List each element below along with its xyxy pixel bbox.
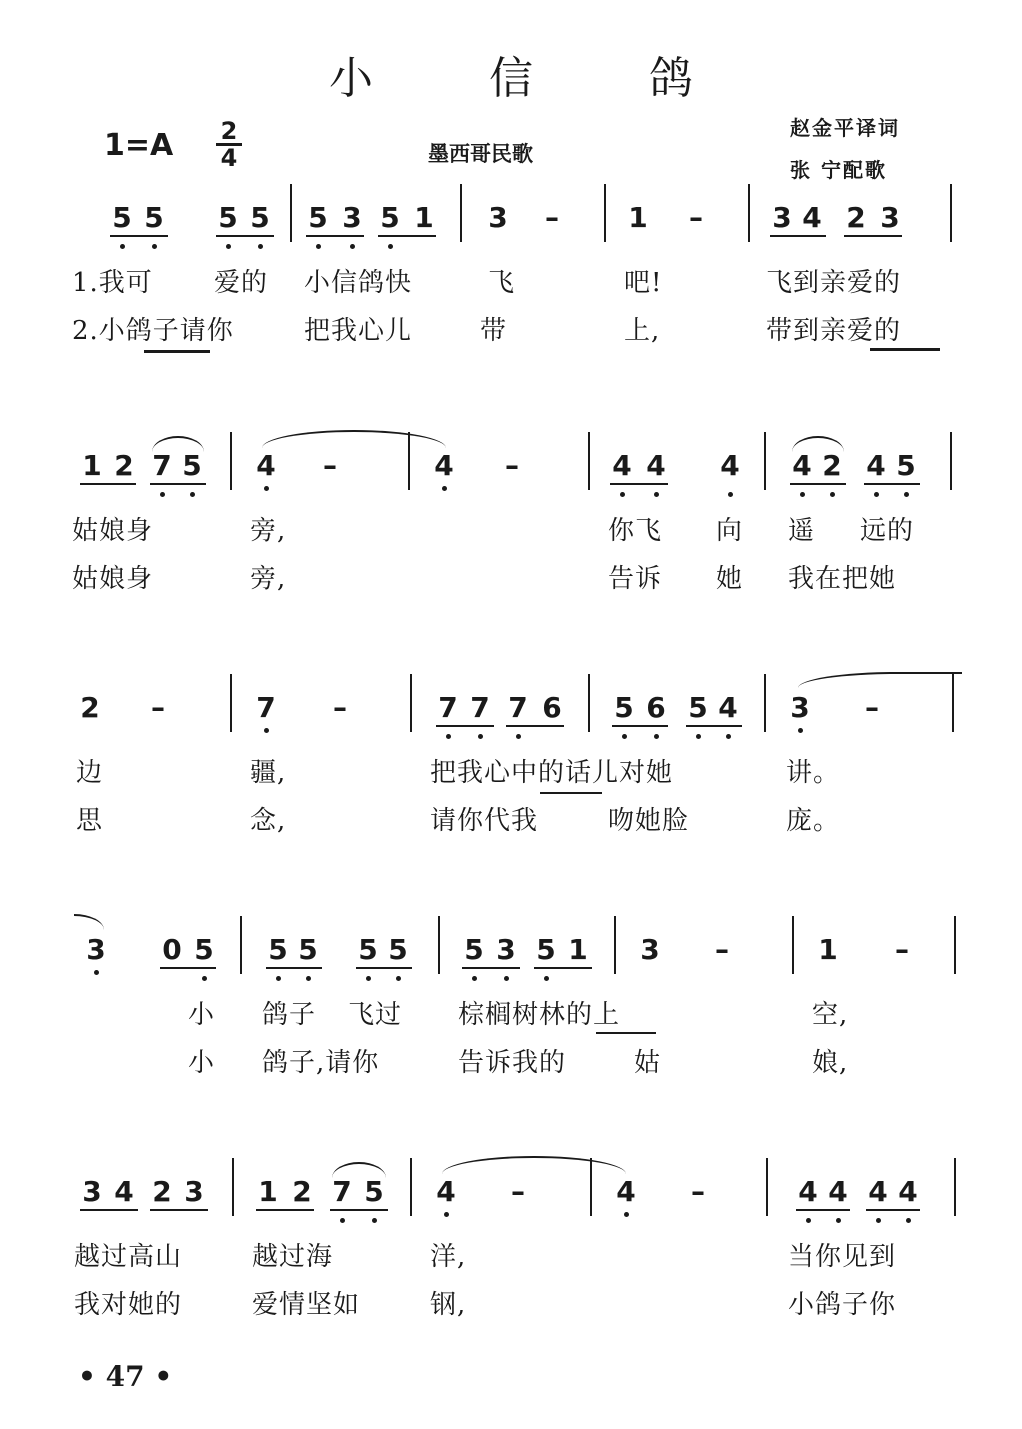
- note: 5: [388, 933, 408, 966]
- note: 3: [342, 201, 362, 234]
- lyric: 小: [188, 1048, 216, 1078]
- lyric: 把我心儿: [304, 316, 413, 346]
- lyric: 带到亲爱的: [766, 316, 902, 346]
- note: 7: [508, 691, 528, 724]
- note: 3: [82, 1175, 102, 1208]
- note: –: [323, 449, 337, 482]
- time-bottom: 4: [220, 144, 238, 172]
- note: –: [691, 1175, 705, 1208]
- lyric: 吧!: [624, 268, 663, 298]
- note: 3: [880, 201, 900, 234]
- lyric: 爱情坚如: [252, 1290, 361, 1320]
- lyric: 旁,: [250, 516, 287, 546]
- note: –: [865, 691, 879, 724]
- song-title: [0, 42, 1022, 106]
- note: 4: [718, 691, 738, 724]
- note: 1: [568, 933, 588, 966]
- note: 3: [488, 201, 508, 234]
- note: 5: [182, 449, 202, 482]
- note: 5: [536, 933, 556, 966]
- lyric: 空,: [812, 1000, 849, 1030]
- lyricist-credit: 赵金平译词: [790, 116, 900, 140]
- lyric: 飞: [488, 268, 516, 298]
- lyric: 上,: [624, 316, 661, 346]
- staff-row-2: [0, 428, 1022, 628]
- lyric: 旁,: [250, 564, 287, 594]
- staff-row-4: [0, 912, 1022, 1112]
- note: 3: [790, 691, 810, 724]
- lyric: 带: [480, 316, 508, 346]
- note: 5: [464, 933, 484, 966]
- note: 4: [436, 1175, 456, 1208]
- lyric: 爱的: [214, 268, 269, 298]
- lyric: 飞过: [348, 1000, 403, 1030]
- note: 3: [772, 201, 792, 234]
- lyric: 庞。: [786, 806, 841, 836]
- note: 1: [628, 201, 648, 234]
- note: 4: [792, 449, 812, 482]
- note: 6: [646, 691, 666, 724]
- staff-row-3: [0, 670, 1022, 870]
- note: 2: [292, 1175, 312, 1208]
- lyric: 思: [76, 806, 104, 836]
- lyric: 2.小鸽子请你: [72, 316, 234, 346]
- note: 2: [846, 201, 866, 234]
- note: 5: [250, 201, 270, 234]
- note: 2: [152, 1175, 172, 1208]
- lyric: 念,: [250, 806, 287, 836]
- lyric: 把我心中的话儿对她: [430, 758, 674, 788]
- note: 4: [646, 449, 666, 482]
- lyric: 洋,: [430, 1242, 467, 1272]
- note: –: [511, 1175, 525, 1208]
- note: 5: [358, 933, 378, 966]
- lyric: 钢,: [430, 1290, 467, 1320]
- lyric: 告诉: [608, 564, 663, 594]
- note: 0: [162, 933, 182, 966]
- lyric: 遥: [788, 516, 816, 546]
- lyric: 姑娘身: [72, 564, 154, 594]
- key-signature: 1=A: [104, 128, 174, 163]
- title-char: 鸽: [649, 53, 693, 104]
- note: 5: [380, 201, 400, 234]
- note: 5: [112, 201, 132, 234]
- lyric: 疆,: [250, 758, 287, 788]
- note: 2: [114, 449, 134, 482]
- lyric: 向: [716, 516, 744, 546]
- arranger-credit: 张 宁配歌: [790, 158, 887, 182]
- note: 4: [612, 449, 632, 482]
- lyric: 小: [188, 1000, 216, 1030]
- lyric: 我对她的: [74, 1290, 183, 1320]
- time-top: 2: [220, 117, 238, 145]
- lyric: 告诉我的: [458, 1048, 567, 1078]
- note: –: [689, 201, 703, 234]
- lyric: 鸽子,请你: [262, 1048, 380, 1078]
- note: 5: [268, 933, 288, 966]
- page-number: • 47 •: [78, 1360, 173, 1393]
- note: 7: [332, 1175, 352, 1208]
- note: 7: [152, 449, 172, 482]
- note: 5: [896, 449, 916, 482]
- note: –: [151, 691, 165, 724]
- lyric: 小信鸽快: [304, 268, 413, 298]
- lyric: 棕榈树林的上: [458, 1000, 621, 1030]
- note: 5: [364, 1175, 384, 1208]
- lyric: 讲。: [786, 758, 841, 788]
- note: 5: [308, 201, 328, 234]
- note: 5: [298, 933, 318, 966]
- note: 4: [434, 449, 454, 482]
- note: 4: [616, 1175, 636, 1208]
- note: 4: [866, 449, 886, 482]
- note: 4: [802, 201, 822, 234]
- staff-row-5: [0, 1154, 1022, 1354]
- lyric: 小鸽子你: [788, 1290, 897, 1320]
- note: 5: [194, 933, 214, 966]
- note: 7: [256, 691, 276, 724]
- note: 1: [414, 201, 434, 234]
- lyric: 边: [76, 758, 104, 788]
- note: –: [505, 449, 519, 482]
- lyric: 远的: [860, 516, 915, 546]
- song-origin: 墨西哥民歌: [428, 141, 533, 166]
- note: 1: [818, 933, 838, 966]
- title-char: 小: [329, 53, 373, 104]
- note: 3: [640, 933, 660, 966]
- time-signature: [214, 117, 244, 172]
- staff-row-1: [0, 180, 1022, 380]
- note: 3: [496, 933, 516, 966]
- note: 7: [438, 691, 458, 724]
- note: 3: [184, 1175, 204, 1208]
- lyric: 你飞: [608, 516, 663, 546]
- lyric: 姑娘身: [72, 516, 154, 546]
- note: 2: [80, 691, 100, 724]
- note: 2: [822, 449, 842, 482]
- note: 5: [614, 691, 634, 724]
- note: 4: [720, 449, 740, 482]
- note: 5: [144, 201, 164, 234]
- note: –: [333, 691, 347, 724]
- note: 5: [218, 201, 238, 234]
- note: 4: [828, 1175, 848, 1208]
- note: 7: [470, 691, 490, 724]
- lyric: 姑: [634, 1048, 662, 1078]
- lyric: 请你代我: [430, 806, 539, 836]
- note: 4: [798, 1175, 818, 1208]
- lyric: 越过高山: [74, 1242, 183, 1272]
- note: 3: [86, 933, 106, 966]
- lyric: 飞到亲爱的: [766, 268, 902, 298]
- lyric: 越过海: [252, 1242, 334, 1272]
- note: 4: [114, 1175, 134, 1208]
- lyric: 她: [716, 564, 744, 594]
- lyric: 鸽子: [262, 1000, 317, 1030]
- lyric: 我在把她: [788, 564, 897, 594]
- note: 6: [542, 691, 562, 724]
- note: –: [895, 933, 909, 966]
- lyric: 当你见到: [788, 1242, 897, 1272]
- note: 1: [82, 449, 102, 482]
- lyric: 娘,: [812, 1048, 849, 1078]
- note: 5: [688, 691, 708, 724]
- note: 4: [256, 449, 276, 482]
- title-char: 信: [489, 53, 533, 104]
- note: –: [545, 201, 559, 234]
- lyric: 吻她脸: [608, 806, 690, 836]
- lyric: 1.我可: [72, 268, 153, 298]
- note: 1: [258, 1175, 278, 1208]
- note: 4: [868, 1175, 888, 1208]
- note: –: [715, 933, 729, 966]
- note: 4: [898, 1175, 918, 1208]
